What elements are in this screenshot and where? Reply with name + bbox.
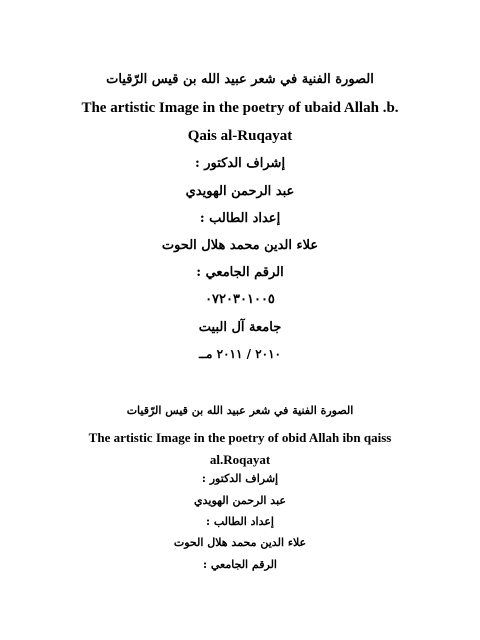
prepared-by-label: إعداد الطالب :	[199, 211, 281, 226]
supervisor-label: إشراف الدكتور :	[194, 156, 286, 171]
abstract-prepared-by-label: إعداد الطالب :	[205, 515, 274, 528]
abstract-title-arabic: الصورة الفنية في شعر عبيد الله بن قيس الرّقيات	[126, 404, 354, 417]
university-name: جامعة آل البيت	[198, 320, 282, 335]
thesis-title-arabic: الصورة الفنية في شعر عبيد الله بن قيس الرّقيات	[106, 72, 374, 87]
supervisor-name: عبد الرحمن الهويدي	[185, 184, 295, 199]
abstract-title-english-line2: al.Roqayat	[209, 452, 271, 467]
thesis-title-english-line1: The artistic Image in the poetry of ubaid Allah .b.	[81, 100, 399, 116]
abstract-supervisor-name: عبد الرحمن الهويدي	[194, 494, 286, 507]
academic-year: ٢٠١٠ / ٢٠١١ مــ	[199, 347, 281, 361]
student-id-label: الرقم الجامعي :	[196, 265, 284, 280]
student-id-value: ٠٧٢٠٣٠١٠٠٥	[205, 292, 275, 307]
student-name: علاء الدين محمد هلال الحوت	[161, 238, 319, 253]
abstract-student-name: علاء الدين محمد هلال الحوت	[173, 536, 307, 549]
abstract-student-id-label: الرقم الجامعي :	[202, 558, 277, 571]
abstract-title-english-line1: The artistic Image in the poetry of obid Allah ibn qaiss	[88, 430, 392, 445]
abstract-supervisor-label: إشراف الدكتور :	[201, 472, 279, 485]
thesis-title-english-line2: Qais al-Ruqayat	[187, 128, 293, 144]
